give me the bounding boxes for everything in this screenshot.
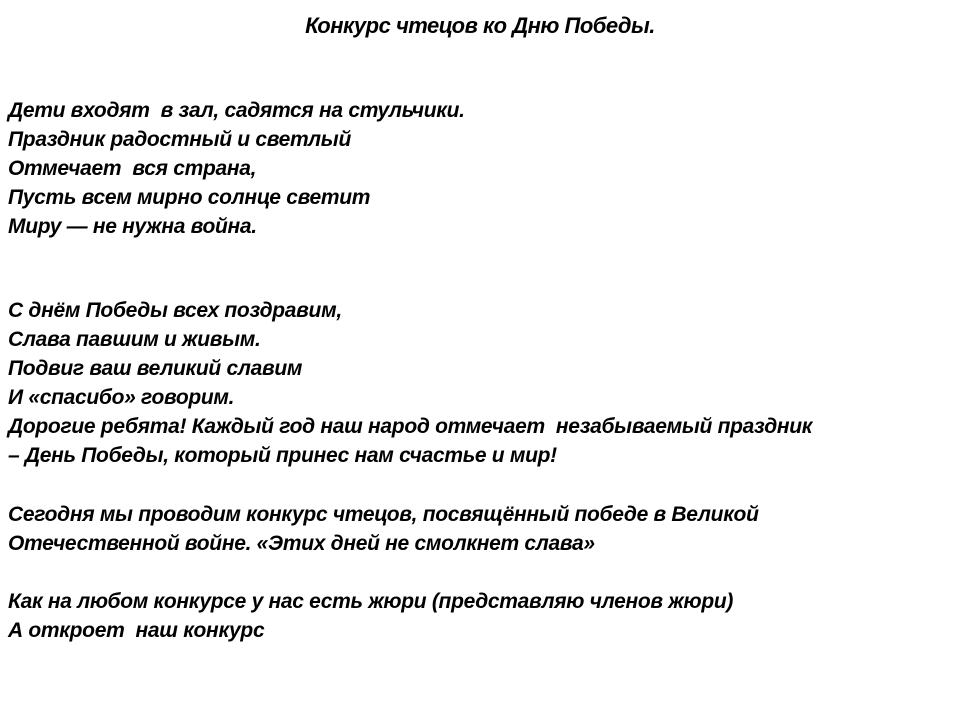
text-line: А откроет наш конкурс bbox=[8, 619, 265, 642]
text-line: – День Победы, который принес нам счастье и мир! bbox=[8, 444, 557, 467]
text-line: Подвиг ваш великий славим bbox=[8, 357, 303, 380]
text-line: Пусть всем мирно солнце светит bbox=[8, 186, 371, 209]
text-line: И «спасибо» говорим. bbox=[8, 386, 235, 409]
text-line: Дети входят в зал, садятся на стульчики. bbox=[8, 99, 465, 122]
text-line: Праздник радостный и светлый bbox=[8, 128, 351, 151]
text-line: Отечественной войне. «Этих дней не смолкнет слава» bbox=[8, 532, 595, 555]
text-line: Слава павшим и живым. bbox=[8, 328, 261, 351]
text-line: Как на любом конкурсе у нас есть жюри (представляю членов жюри) bbox=[8, 590, 734, 613]
text-line: Дорогие ребята! Каждый год наш народ отмечает незабываемый праздник bbox=[8, 415, 813, 438]
text-line: Миру — не нужна война. bbox=[8, 215, 257, 238]
text-line: Сегодня мы проводим конкурс чтецов, посвящённый победе в Великой bbox=[8, 503, 759, 526]
document-title: Конкурс чтецов ко Дню Победы. bbox=[305, 13, 655, 38]
text-line: Отмечает вся страна, bbox=[8, 157, 257, 180]
text-line: С днём Победы всех поздравим, bbox=[8, 299, 342, 322]
